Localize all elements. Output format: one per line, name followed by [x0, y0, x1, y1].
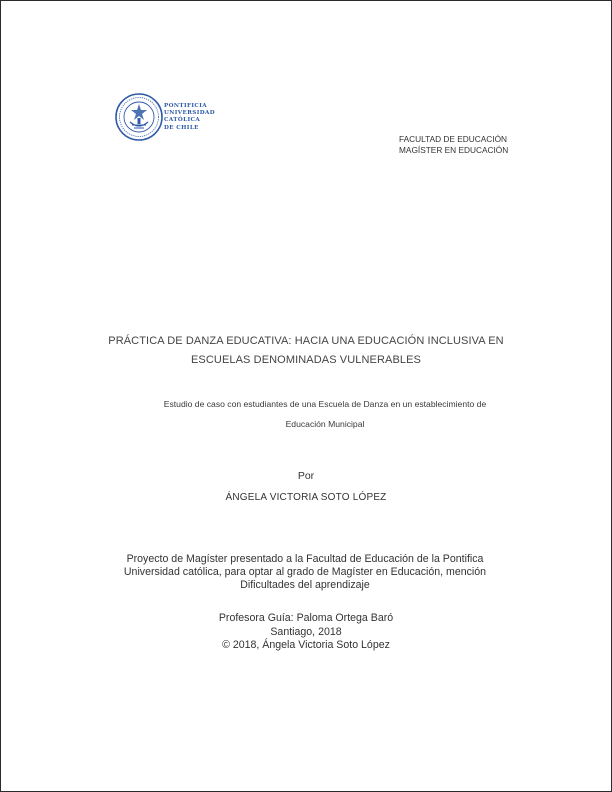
- thesis-subtitle: [81, 394, 569, 434]
- title-line-1: PRÁCTICA DE DANZA EDUCATIVA: HACIA UNA EDUCACIÓN INCLUSIVA EN: [108, 335, 504, 347]
- copyright-notice: © 2018, Ángela Victoria Soto López: [222, 639, 390, 651]
- university-wordmark: [164, 103, 215, 132]
- faculty-heading: [399, 134, 508, 156]
- guide-advisor: Profesora Guía: Paloma Ortega Baró: [218, 612, 394, 624]
- program-name: MAGÍSTER EN EDUCACIÓN: [399, 145, 509, 155]
- byline-label: Por: [297, 470, 315, 482]
- subtitle-line-1: Estudio de caso con estudiantes de una Escuela de Danza en un establecimiento de: [163, 399, 487, 409]
- logo-line-3: CATÓLICA: [164, 117, 201, 124]
- subtitle-line-2: Educación Municipal: [285, 419, 365, 429]
- guide-place-year: Santiago, 2018: [270, 625, 342, 638]
- logo-line-4: DE CHILE: [164, 124, 199, 131]
- title-line-2: ESCUELAS DENOMINADAS VULNERABLES: [191, 354, 421, 366]
- university-logo: [114, 92, 224, 144]
- project-line-1: Proyecto de Magíster presentado a la Facultad de Educación de la Pontifica: [126, 553, 484, 565]
- project-line-2: Universidad católica, para optar al grado de Magíster en Educación, mención: [123, 566, 487, 578]
- university-seal-icon: [114, 92, 164, 142]
- logo-line-2: UNIVERSIDAD: [164, 110, 215, 117]
- faculty-name: FACULTAD DE EDUCACIÓN: [399, 134, 508, 144]
- author-name: ÁNGELA VICTORIA SOTO LÓPEZ: [225, 492, 387, 503]
- project-line-3: Dificultades del aprendizaje: [240, 579, 370, 591]
- thesis-title: [41, 332, 571, 370]
- project-description: [71, 553, 539, 592]
- logo-line-1: PONTIFICIA: [164, 103, 207, 109]
- guide-info: [1, 612, 611, 653]
